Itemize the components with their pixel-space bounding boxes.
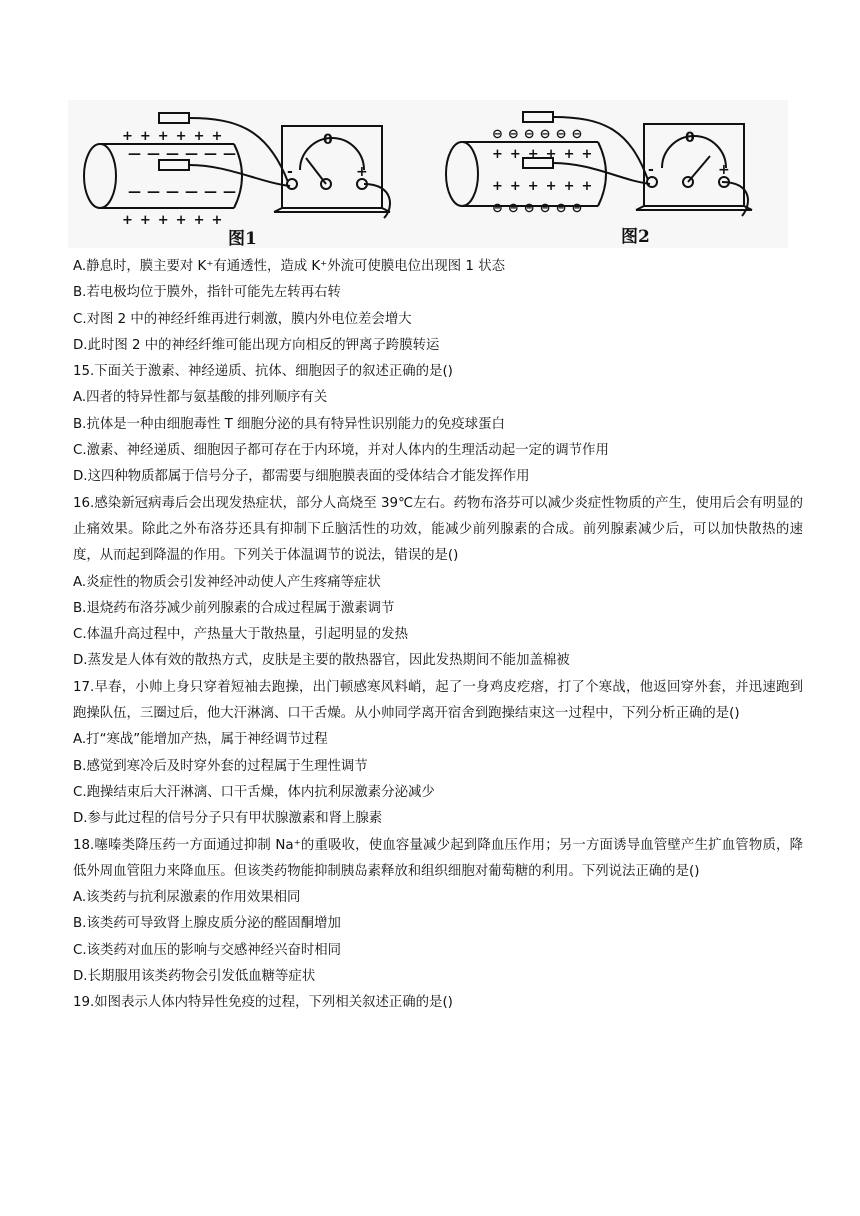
q17-option-a: A.打“寒战”能增加产热，属于神经调节过程 xyxy=(73,732,328,748)
q15-stem: 15.下面关于激素、神经递质、抗体、细胞因子的叙述正确的是() xyxy=(73,364,453,380)
svg-text:++++++: ++++++ xyxy=(122,129,230,144)
q19-stem: 19.如图表示人体内特异性免疫的过程，下列相关叙述正确的是() xyxy=(73,995,453,1011)
svg-text:——————: —————— xyxy=(128,147,242,162)
q18-option-c: C.该类药对血压的影响与交感神经兴奋时相同 xyxy=(73,942,342,958)
svg-text:——————: —————— xyxy=(128,185,242,200)
q18-option-d: D.长期服用该类药物会引发低血糖等症状 xyxy=(73,969,316,985)
nerve-fiber-figure xyxy=(68,100,788,248)
q14-option-c: C.对图 2 中的神经纤维再进行刺激，膜内外电位差会增大 xyxy=(73,311,412,327)
q17-option-b: B.感觉到寒冷后及时穿外套的过程属于生理性调节 xyxy=(73,758,368,774)
q15-option-c: C.激素、神经递质、细胞因子都可存在于内环境，并对人体内的生理活动起一定的调节作用 xyxy=(73,443,609,459)
q16-option-a: A.炎症性的物质会引发神经冲动使人产生疼痛等症状 xyxy=(73,574,381,590)
q17-stem: 17.早春，小帅上身只穿着短袖去跑操，出门顿感寒风料峭，起了一身鸡皮疙瘩，打了个寒战，他返回穿外套，并迅速跑到跑操队伍，三圈过后，他大汗淋漓、口干舌燥。从小帅同学离开宿舍到跑操结束这一过程中，下列分析正确的是() xyxy=(73,679,803,722)
meter2-zero-label: 0 xyxy=(685,130,695,146)
q17-option-d: D.参与此过程的信号分子只有甲状腺激素和肾上腺素 xyxy=(73,811,383,827)
figure-2-caption: 图2 xyxy=(621,227,650,247)
q16-stem: 16.感染新冠病毒后会出现发热症状，部分人高烧至 39℃左右。药物布洛芬可以减少炎症性物质的产生，使用后会有明显的止痛效果。除此之外布洛芬还具有抑制下丘脑活性的功效，能减少前列腺素的合成。前列腺素减少后，可以加快散热的速度，从而起到降温的作用。下列关于体温调节的说法，错误的是() xyxy=(73,495,803,564)
q18-option-b: B.该类药可导致肾上腺皮质分泌的醛固酮增加 xyxy=(73,916,341,932)
svg-text:⊖⊖⊖⊖⊖⊖: ⊖⊖⊖⊖⊖⊖ xyxy=(492,201,588,216)
q14-option-a: A.静息时，膜主要对 K⁺有通透性，造成 K⁺外流可使膜电位出现图 1 状态 xyxy=(73,259,505,274)
svg-text:++++++: ++++++ xyxy=(122,213,230,228)
q16-option-d: D.蒸发是人体有效的散热方式，皮肤是主要的散热器官，因此发热期间不能加盖棉被 xyxy=(73,653,570,669)
q15-option-a: A.四者的特异性都与氨基酸的排列顺序有关 xyxy=(73,390,328,406)
meter2-minus-label: - xyxy=(648,162,654,178)
q16-option-c: C.体温升高过程中，产热量大于散热量，引起明显的发热 xyxy=(73,627,408,643)
q15-option-d: D.这四种物质都属于信号分子，都需要与细胞膜表面的受体结合才能发挥作用 xyxy=(73,469,530,485)
q18-option-a: A.该类药与抗利尿激素的作用效果相同 xyxy=(73,890,301,906)
q17-option-c: C.跑操结束后大汗淋漓、口干舌燥，体内抗利尿激素分泌减少 xyxy=(73,784,435,800)
q14-option-b: B.若电极均位于膜外，指针可能先左转再右转 xyxy=(73,285,341,301)
meter2-plus-label: + xyxy=(718,162,730,178)
svg-text:++++++: ++++++ xyxy=(492,147,600,162)
svg-text:⊖⊖⊖⊖⊖⊖: ⊖⊖⊖⊖⊖⊖ xyxy=(492,127,588,142)
meter1-zero-label: 0 xyxy=(323,132,333,148)
nerve-fiber-diagram xyxy=(68,100,788,248)
q14-option-d: D.此时图 2 中的神经纤维可能出现方向相反的钾离子跨膜转运 xyxy=(73,337,440,353)
q15-option-b: B.抗体是一种由细胞毒性 T 细胞分泌的具有特异性识别能力的免疫球蛋白 xyxy=(73,416,505,432)
question-content xyxy=(73,254,803,1017)
meter1-plus-label: + xyxy=(356,164,368,180)
q18-stem: 18.噻嗪类降压药一方面通过抑制 Na⁺的重吸收，使血容量减少起到降血压作用；另一方面诱导血管壁产生扩血管物质，降低外周血管阻力来降血压。但该类药物能抑制胰岛素释放和组织细胞对葡萄糖的利用。下列说法正确的是() xyxy=(73,837,803,879)
q16-option-b: B.退烧药布洛芬减少前列腺素的合成过程属于激素调节 xyxy=(73,600,395,616)
meter1-minus-label: - xyxy=(287,164,293,180)
figure-1-caption: 图1 xyxy=(228,229,257,249)
svg-text:++++++: ++++++ xyxy=(492,179,600,194)
